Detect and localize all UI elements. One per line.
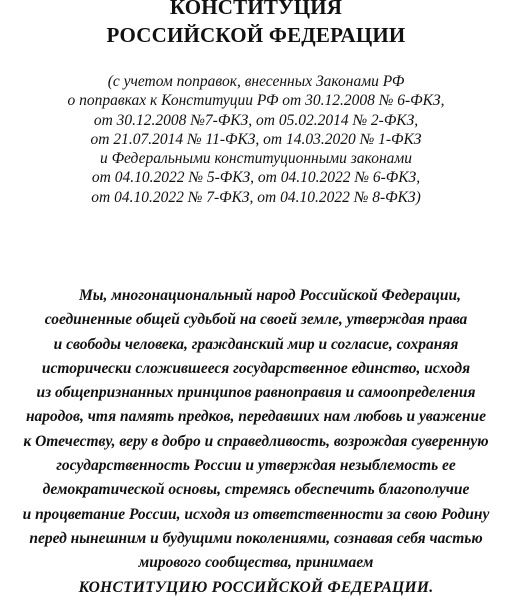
document-title-line-2: РОССИЙСКОЙ ФЕДЕРАЦИИ	[106, 23, 406, 47]
amendment-line: от 30.12.2008 №7-ФКЗ, от 05.02.2014 № 2-ФКЗ,	[93, 111, 419, 129]
preamble-line: перед нынешним и будущими поколениями, сознавая себя частью	[29, 529, 483, 547]
amendment-line: от 04.10.2022 № 5-ФКЗ, от 04.10.2022 № 6-ФКЗ,	[91, 169, 421, 187]
preamble-line: демократической основы, стремясь обеспечить благополучие	[42, 481, 470, 499]
preamble	[0, 284, 512, 600]
preamble-line: государственность России и утверждая незыблемость ее	[56, 457, 456, 475]
preamble-line: исторически сложившееся государственное единство, исходя	[41, 359, 471, 377]
preamble-line: Мы, многонациональный народ Российской Федерации,	[78, 287, 462, 304]
amendment-line: от 21.07.2014 № 11-ФКЗ, от 14.03.2020 № 1-ФКЗ	[90, 130, 422, 148]
amendment-line: и Федеральными конституционными законами	[99, 150, 413, 168]
preamble-line: и процветание России, исходя из ответственности за свою Родину	[22, 505, 490, 523]
preamble-line: из общепризнанных принципов равноправия и самоопределения	[36, 384, 476, 402]
amendment-line: (с учетом поправок, внесенных Законами РФ	[107, 73, 405, 90]
preamble-final-line: КОНСТИТУЦИЮ РОССИЙСКОЙ ФЕДЕРАЦИИ.	[78, 578, 434, 596]
preamble-line: к Отечеству, веру в добро и справедливость, возрождая суверенную	[23, 432, 489, 450]
amendment-line: о поправках к Конституции РФ от 30.12.2008 № 6-ФКЗ,	[67, 92, 445, 110]
document-title-line-1: КОНСТИТУЦИЯ	[169, 0, 343, 19]
preamble-line: соединенные общей судьбой на своей земле, утверждая права	[44, 311, 468, 329]
amendments-note	[0, 72, 512, 207]
preamble-line: и свободы человека, гражданский мир и согласие, сохраняя	[53, 335, 459, 353]
preamble-line: мирового сообщества, принимаем	[138, 554, 374, 572]
amendment-line: от 04.10.2022 № 7-ФКЗ, от 04.10.2022 № 8-ФКЗ)	[91, 188, 421, 206]
preamble-line: народов, чтя память предков, передавших нам любовь и уважение	[25, 408, 487, 426]
